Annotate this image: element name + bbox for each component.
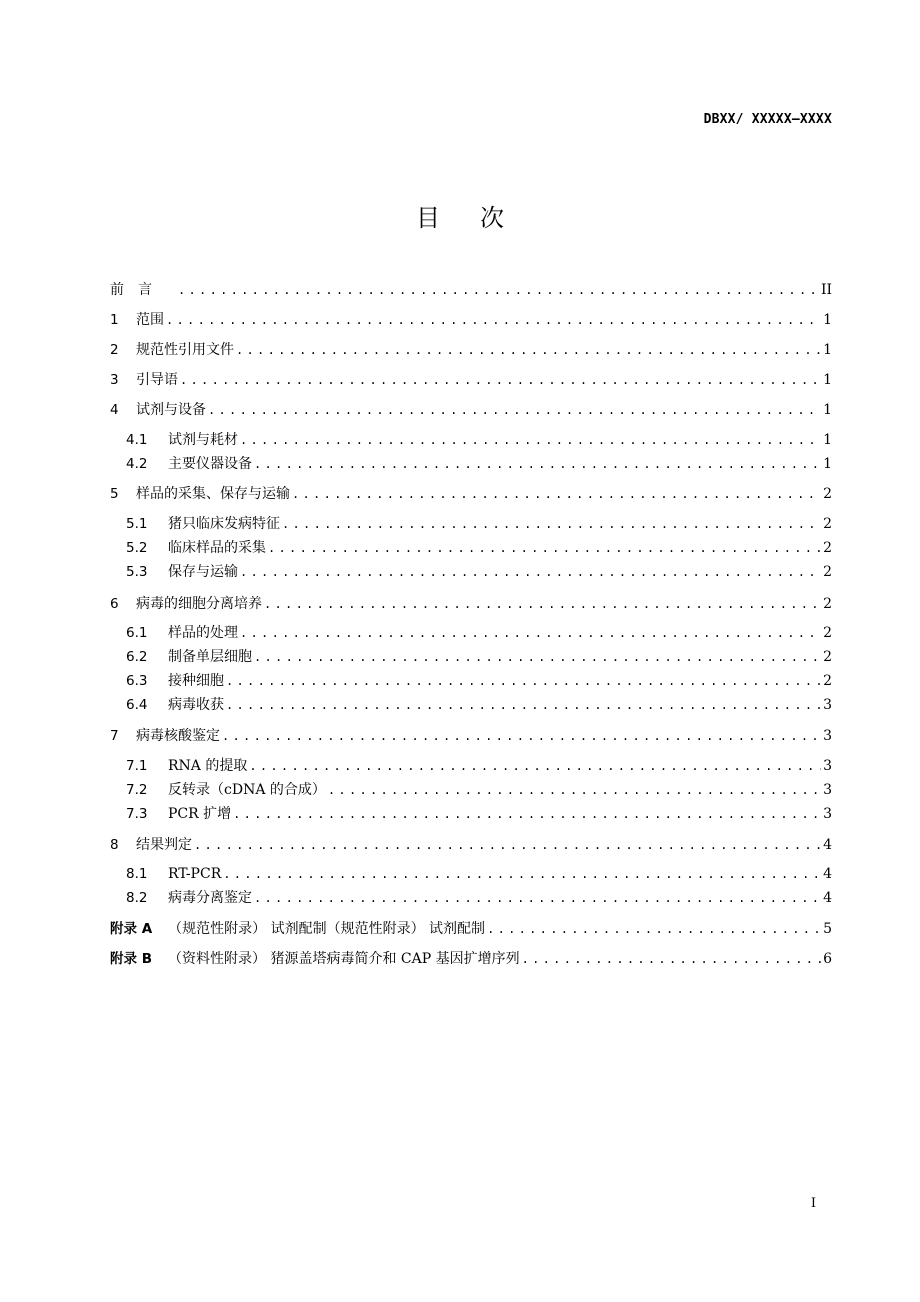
toc-leader-dots (223, 864, 821, 884)
toc-entry-page: 1 (823, 312, 832, 328)
toc-entry-number: 4 (110, 402, 119, 418)
toc-entry-number: 8 (110, 837, 119, 853)
toc-entry-label: 猪只临床发病特征 (168, 516, 280, 532)
toc-entry-page: 2 (823, 486, 832, 502)
toc-entry-label: （规范性附录） 试剂配制（规范性附录） 试剂配制 (168, 921, 486, 937)
toc-leader-dots (178, 280, 819, 300)
toc-entry-number: 6.4 (126, 697, 148, 713)
toc-leader-dots (254, 647, 821, 667)
toc-entry-label: 反转录（cDNA 的合成） (168, 782, 326, 798)
toc-entry-label: 临床样品的采集 (168, 540, 266, 556)
toc-entry-label: 试剂与耗材 (168, 432, 238, 448)
toc-entry-page: 4 (823, 837, 832, 853)
toc-entry-label: 制备单层细胞 (168, 649, 252, 665)
toc-leader-dots (254, 454, 821, 474)
toc-entry-page: 3 (823, 728, 832, 744)
toc-entry[interactable] (110, 594, 832, 614)
toc-entry-number: 附录 A (110, 921, 153, 937)
toc-entry-page: 3 (823, 758, 832, 774)
toc-entry-page: 2 (823, 649, 832, 665)
toc-entry-label: 接种细胞 (168, 673, 224, 689)
toc-entry-preface[interactable] (110, 280, 832, 300)
toc-leader-dots (208, 400, 821, 420)
toc-entry-label: 保存与运输 (168, 564, 238, 580)
toc-entry[interactable] (126, 756, 832, 776)
toc-entry-label: 病毒的细胞分离培养 (136, 596, 262, 612)
toc-entry-page: 1 (823, 432, 832, 448)
toc-leader-dots (236, 340, 821, 360)
toc-entry-label: RT-PCR (168, 866, 222, 882)
toc-entry-label: 试剂与设备 (136, 402, 206, 418)
toc-entry-label: 病毒收获 (168, 697, 224, 713)
toc-entry[interactable] (126, 888, 832, 908)
toc-entry-label: 样品的采集、保存与运输 (136, 486, 290, 502)
toc-entry-page: 2 (823, 625, 832, 641)
toc-entry-number: 5.1 (126, 516, 148, 532)
toc-entry-number: 3 (110, 372, 119, 388)
toc-leader-dots (328, 780, 821, 800)
toc-entry[interactable] (126, 430, 832, 450)
toc-entry-page: 2 (823, 540, 832, 556)
toc-entry-page: 3 (823, 782, 832, 798)
toc-entry-number: 7.3 (126, 806, 148, 822)
toc-entry[interactable] (110, 949, 832, 969)
toc-leader-dots (254, 888, 821, 908)
toc-entry-number: 7.1 (126, 758, 148, 774)
toc-entry-number: 4.2 (126, 456, 148, 472)
toc-entry-number: 附录 B (110, 951, 152, 967)
toc-entry[interactable] (126, 538, 832, 558)
toc-leader-dots (268, 538, 821, 558)
toc-entry-label: RNA 的提取 (168, 758, 248, 774)
toc-entry[interactable] (126, 695, 832, 715)
toc-entry[interactable] (110, 726, 832, 746)
toc-entry-label: （资料性附录） 猪源盖塔病毒简介和 CAP 基因扩增序列 (168, 951, 520, 967)
toc-entry-page: 3 (823, 806, 832, 822)
toc-leader-dots (240, 562, 821, 582)
toc-leader-dots (240, 430, 821, 450)
toc-entry[interactable] (126, 514, 832, 534)
toc-entry-number: 6.3 (126, 673, 148, 689)
toc-entry-page: 4 (823, 866, 832, 882)
toc-entry[interactable] (126, 804, 832, 824)
toc-entry-page: 2 (823, 596, 832, 612)
toc-entry[interactable] (110, 835, 832, 855)
toc-leader-dots (166, 310, 821, 330)
toc-entry[interactable] (126, 647, 832, 667)
toc-entry-page: 1 (823, 402, 832, 418)
toc-entry-number: 8.2 (126, 890, 148, 906)
toc-leader-dots (487, 919, 821, 939)
toc-entry-number: 7 (110, 728, 119, 744)
toc-entry-number: 6.2 (126, 649, 148, 665)
toc-entry-label: 主要仪器设备 (168, 456, 252, 472)
toc-leader-dots (233, 804, 821, 824)
toc-entry-number: 1 (110, 312, 119, 328)
toc-entry-number: 6 (110, 596, 119, 612)
toc-entry-number: 4.1 (126, 432, 148, 448)
toc-entry[interactable] (126, 454, 832, 474)
toc-entry-page: 2 (823, 564, 832, 580)
toc-leader-dots (522, 949, 821, 969)
toc-leader-dots (226, 695, 821, 715)
toc-entry[interactable] (110, 310, 832, 330)
toc-leader-dots (222, 726, 821, 746)
toc-entry[interactable] (110, 484, 832, 504)
toc-entry-number: 7.2 (126, 782, 148, 798)
toc-leader-dots (180, 370, 821, 390)
toc-entry-page: 2 (823, 516, 832, 532)
toc-leader-dots (282, 514, 821, 534)
toc-entry[interactable] (110, 919, 832, 939)
toc-leader-dots (240, 623, 821, 643)
toc-entry[interactable] (126, 623, 832, 643)
toc-entry-page: 2 (823, 673, 832, 689)
toc-entry[interactable] (110, 400, 832, 420)
toc-leader-dots (194, 835, 821, 855)
toc-entry-number: 5.3 (126, 564, 148, 580)
toc-entry-page: 6 (823, 951, 832, 967)
toc-entry-label: PCR 扩增 (168, 806, 232, 822)
toc-entry[interactable] (126, 562, 832, 582)
toc-leader-dots (249, 756, 821, 776)
toc-entry-page: 1 (823, 456, 832, 472)
table-of-contents (110, 0, 832, 1302)
toc-entry[interactable] (126, 780, 832, 800)
toc-entry-page: 1 (823, 372, 832, 388)
toc-entry[interactable] (126, 864, 832, 884)
toc-entry-label: 言 (138, 282, 176, 298)
toc-entry-number: 5 (110, 486, 119, 502)
toc-entry[interactable] (110, 340, 832, 360)
toc-entry-page: 1 (823, 342, 832, 358)
toc-entry-label: 病毒分离鉴定 (168, 890, 252, 906)
toc-entry-label: 结果判定 (136, 837, 192, 853)
toc-entry-label: 引导语 (136, 372, 178, 388)
toc-entry-label: 病毒核酸鉴定 (136, 728, 220, 744)
toc-entry-number: 5.2 (126, 540, 148, 556)
document-id: DBXX/ XXXXX—XXXX (703, 112, 832, 127)
toc-title: 目次 (416, 204, 544, 232)
toc-entry-page: II (820, 282, 832, 298)
toc-entry-label: 范围 (136, 312, 164, 328)
toc-entry[interactable] (110, 370, 832, 390)
toc-entry-page: 3 (823, 697, 832, 713)
page-number: I (810, 1196, 816, 1211)
toc-entry-page: 4 (823, 890, 832, 906)
toc-entry[interactable] (126, 671, 832, 691)
toc-leader-dots (292, 484, 821, 504)
toc-leader-dots (226, 671, 821, 691)
toc-entry-label: 样品的处理 (168, 625, 238, 641)
toc-entry-label: 规范性引用文件 (136, 342, 234, 358)
toc-entry-number: 前 (110, 282, 124, 298)
toc-entry-number: 6.1 (126, 625, 148, 641)
toc-leader-dots (264, 594, 821, 614)
toc-entry-number: 2 (110, 342, 119, 358)
toc-entry-page: 5 (823, 921, 832, 937)
toc-entry-number: 8.1 (126, 866, 148, 882)
